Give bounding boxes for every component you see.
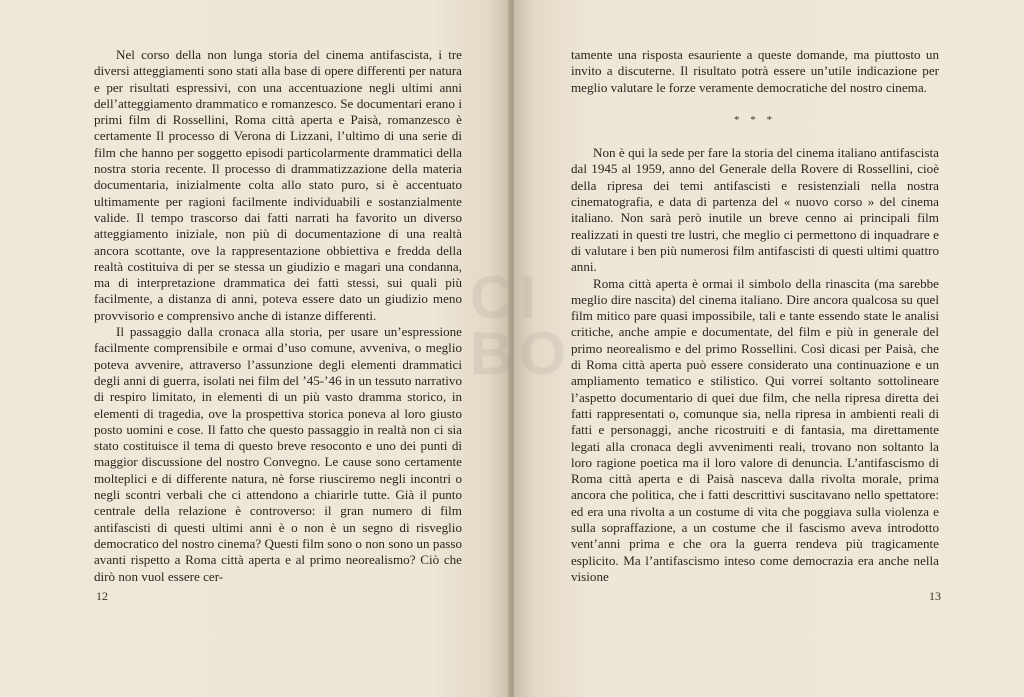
section-separator: * * * <box>734 113 776 126</box>
paragraph: Il passaggio dalla cronaca alla storia, per usare un’espressione facilmente comprensibile e ormai d’uso comune, avveniva, o meglio poteva avvenire, attraverso l’assunzione degli elementi drammatici degli anni di guerra, isolati nei film del ’45-’46 in un tessuto narrativo di respiro limitato, in elementi di un più vasto dramma storico, in elementi di tragedia, ove la prospettiva storica poneva al loro giusto posto uomini e cose. Il fatto che questo passaggio in realtà non ci sia stato costituisce il tema di questo breve resoconto e uno dei punti di maggior discussione del nostro Convegno. Le cause sono certamente molteplici e di differente natura, nè forse riusciremo negli incontri o negli scontri verbali che ci attendono a chiarirle tutte. Già il punto centrale della relazione è controverso: il gran numero di film antifascisti di questi ultimi anni è o non è un segno di risveglio democratico del nostro cinema? Questi film sono o non sono un passo avanti rispetto a Roma città aperta e al primo neorealismo? Ciò che dirò non vuol essere cer- <box>94 324 462 584</box>
page-number: 12 <box>96 589 108 603</box>
left-page-text <box>94 47 462 585</box>
left-page <box>0 0 510 697</box>
paragraph: Non è qui la sede per fare la storia del cinema italiano antifascista dal 1945 al 1959, anno del Generale della Rovere di Rossellini, cioè della ripresa dei temi antifascisti e resistenziali nella nostra cinematografia, e data di partenza del « nuovo corso » del cinema italiano. Non sarà però inutile un breve cenno ai principali film realizzati in questi tre lustri, che meglio ci permettono di inquadrare e di valutare i ben più numerosi film antifascisti di questi ultimi quattro anni. <box>571 145 939 275</box>
paragraph: Nel corso della non lunga storia del cinema antifascista, i tre diversi atteggiamenti sono stati alla base di opere differenti per natura e per risultati espressivi, con una accentuazione negli ultimi anni dell’atteggiamento drammatico e romanzesco. Se documentari erano i primi film di Rossellini, Roma città aperta e Paisà, romanzesco è certamente Il processo di Verona di Lizzani, l’ultimo di una serie di film che hanno per soggetto episodi particolarmente drammatici della nostra storia recente. Il processo di drammatizzazione della materia documentaria, inizialmente colta allo stato puro, si è accentuato ultimamente per ragioni facilmente individuabili e sostanzialmente valide. Il tempo trascorso dai fatti narrati ha favorito un diverso atteggiamento iniziale, non più di documentazione di una realtà ancora scottante, ove la rappresentazione obbiettiva e fredda della realtà costituiva di per se stessa un giudizio e magari una condanna, ma di interpretazione drammatica dei fatti stessi, sui quali più facilmente, a distanza di anni, poteva essere dato un giudizio meno provvisorio e comprensivo anche di istanze differenti. <box>94 47 462 323</box>
paragraph: Roma città aperta è ormai il simbolo della rinascita (ma sarebbe meglio dire nascita) del cinema italiano. Dire ancora qualcosa su quel film mitico pare quasi impossibile, tali e tante essendo state le analisi critiche, anche ampie e documentate, del film e più in generale del primo neorealismo e del primo Rossellini. Così dicasi per Paisà, che di Roma città aperta può essere considerato una continuazione e un ampliamento tematico e stilistico. Qui vorrei soltanto sottolineare l’aspetto documentario di quei due film, che nella ripresa diretta dei fatti rappresentati o, comunque sia, nella ripresa in ambienti reali di fatti e personaggi, anche ricostruiti e di fantasia, ma direttamente legati alla cronaca degli avvenimenti reali, trovano non soltanto la loro ragione poetica ma il loro valore di denuncia. L’antifascismo di Roma città aperta e di Paisà nasceva dalla rivolta morale, prima ancora che politica, che i fatti descrittivi suscitavano nello spettatore: ed era una rivolta a un costume di vita che poggiava sulla violenza e sulla sopraffazione, a un costume che il fascismo aveva introdotto vent’anni prima e che ora la guerra rendeva più tragicamente esplicito. Ma l’antifascismo inteso come democrazia era anche nella visione <box>571 275 939 584</box>
right-page <box>514 0 1024 697</box>
right-page-text <box>571 47 939 585</box>
page-number: 13 <box>929 589 941 603</box>
paragraph: tamente una risposta esauriente a queste domande, ma piuttosto un invito a discuterne. Il risultato potrà essere un’utile indicazione per meglio valutare le forze veramente democratiche del nostro cinema. <box>571 47 939 95</box>
